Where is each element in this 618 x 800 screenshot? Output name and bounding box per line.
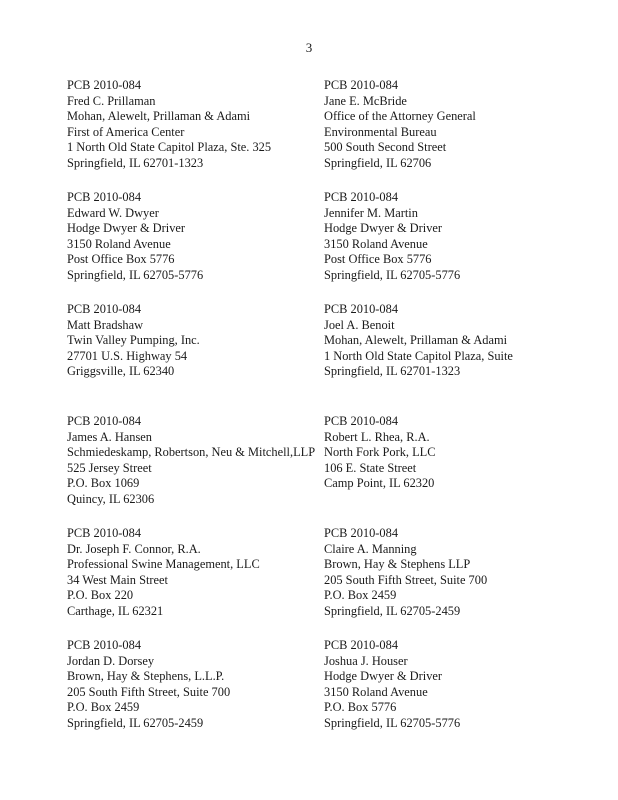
address-line: Mohan, Alewelt, Prillaman & Adami xyxy=(324,333,508,347)
case-number: PCB 2010-084 xyxy=(67,414,142,428)
address-line: Schmiedeskamp, Robertson, Neu & Mitchell,LLP xyxy=(67,445,316,459)
address-line: 27701 U.S. Highway 54 xyxy=(67,348,188,363)
recipient-name: Dr. Joseph F. Connor, R.A. xyxy=(67,541,201,556)
address-line: Post Office Box 5776 xyxy=(324,252,432,266)
address-block xyxy=(67,638,324,750)
address-line: First of America Center xyxy=(67,124,185,139)
address-line: 106 E. State Street xyxy=(324,460,417,475)
address-block xyxy=(324,638,587,750)
address-line: P.O. Box 2459 xyxy=(324,588,397,602)
address-block xyxy=(67,414,324,526)
recipient-name: Jordan D. Dorsey xyxy=(67,653,155,668)
address-line: Springfield, IL 62705-5776 xyxy=(324,715,461,730)
recipient-name: Fred C. Prillaman xyxy=(67,93,156,108)
address-line: 1 North Old State Capitol Plaza, Suite xyxy=(324,348,513,363)
address-line: P.O. Box 1069 xyxy=(67,476,140,490)
address-line: North Fork Pork, LLC xyxy=(324,445,436,459)
address-line: Camp Point, IL 62320 xyxy=(324,476,435,490)
address-line: P.O. Box 2459 xyxy=(67,700,140,714)
case-number: PCB 2010-084 xyxy=(67,638,142,652)
address-line: Hodge Dwyer & Driver xyxy=(324,669,443,683)
address-block xyxy=(324,190,587,302)
address-line: Springfield, IL 62705-2459 xyxy=(67,715,204,730)
address-line: Office of the Attorney General xyxy=(324,109,476,123)
address-line: Quincy, IL 62306 xyxy=(67,491,155,506)
address-line: Springfield, IL 62705-5776 xyxy=(67,267,204,282)
case-number: PCB 2010-084 xyxy=(67,526,142,540)
address-line: Brown, Hay & Stephens LLP xyxy=(324,557,471,571)
address-block xyxy=(324,302,587,414)
address-line: Springfield, IL 62705-2459 xyxy=(324,603,461,618)
address-line: Brown, Hay & Stephens, L.L.P. xyxy=(67,669,225,683)
address-line: Springfield, IL 62705-5776 xyxy=(324,267,461,282)
address-line: Hodge Dwyer & Driver xyxy=(324,221,443,235)
address-block xyxy=(324,78,587,190)
recipient-name: James A. Hansen xyxy=(67,429,152,444)
recipient-name: Matt Bradshaw xyxy=(67,317,144,332)
address-line: 525 Jersey Street xyxy=(67,460,152,475)
address-line: Hodge Dwyer & Driver xyxy=(67,221,186,235)
address-block xyxy=(67,526,324,638)
recipient-name: Joshua J. Houser xyxy=(324,653,408,668)
address-line: Environmental Bureau xyxy=(324,124,437,139)
address-line: Springfield, IL 62701-1323 xyxy=(67,155,204,170)
recipient-name: Claire A. Manning xyxy=(324,541,417,556)
address-line: Springfield, IL 62706 xyxy=(324,155,432,170)
case-number: PCB 2010-084 xyxy=(324,414,399,428)
address-block xyxy=(67,302,324,414)
page-number: 3 xyxy=(305,40,313,55)
recipient-name: Edward W. Dwyer xyxy=(67,205,159,220)
address-line: Post Office Box 5776 xyxy=(67,252,175,266)
recipient-name: Joel A. Benoit xyxy=(324,317,395,332)
address-line: 500 South Second Street xyxy=(324,140,447,154)
address-line: Griggsville, IL 62340 xyxy=(67,364,175,378)
recipient-name: Robert L. Rhea, R.A. xyxy=(324,429,430,444)
service-list xyxy=(67,78,587,750)
address-line: Professional Swine Management, LLC xyxy=(67,557,260,571)
case-number: PCB 2010-084 xyxy=(67,78,142,92)
address-line: 3150 Roland Avenue xyxy=(324,236,428,251)
address-block xyxy=(67,190,324,302)
address-line: 1 North Old State Capitol Plaza, Ste. 325 xyxy=(67,140,272,154)
address-line: Carthage, IL 62321 xyxy=(67,603,164,618)
case-number: PCB 2010-084 xyxy=(324,526,399,540)
address-line: P.O. Box 220 xyxy=(67,588,134,602)
address-line: Springfield, IL 62701-1323 xyxy=(324,364,461,378)
case-number: PCB 2010-084 xyxy=(324,190,399,204)
address-line: 34 West Main Street xyxy=(67,572,168,587)
address-block xyxy=(324,414,587,526)
address-line: 205 South Fifth Street, Suite 700 xyxy=(324,572,488,587)
address-line: 3150 Roland Avenue xyxy=(324,684,428,699)
address-line: 3150 Roland Avenue xyxy=(67,236,171,251)
case-number: PCB 2010-084 xyxy=(324,78,399,92)
address-line: Mohan, Alewelt, Prillaman & Adami xyxy=(67,109,251,123)
address-block xyxy=(324,526,587,638)
recipient-name: Jennifer M. Martin xyxy=(324,205,418,220)
address-line: Twin Valley Pumping, Inc. xyxy=(67,333,200,347)
case-number: PCB 2010-084 xyxy=(67,302,142,316)
address-line: P.O. Box 5776 xyxy=(324,700,397,714)
case-number: PCB 2010-084 xyxy=(324,638,399,652)
address-block xyxy=(67,78,324,190)
case-number: PCB 2010-084 xyxy=(324,302,399,316)
recipient-name: Jane E. McBride xyxy=(324,93,407,108)
address-line: 205 South Fifth Street, Suite 700 xyxy=(67,684,231,699)
case-number: PCB 2010-084 xyxy=(67,190,142,204)
